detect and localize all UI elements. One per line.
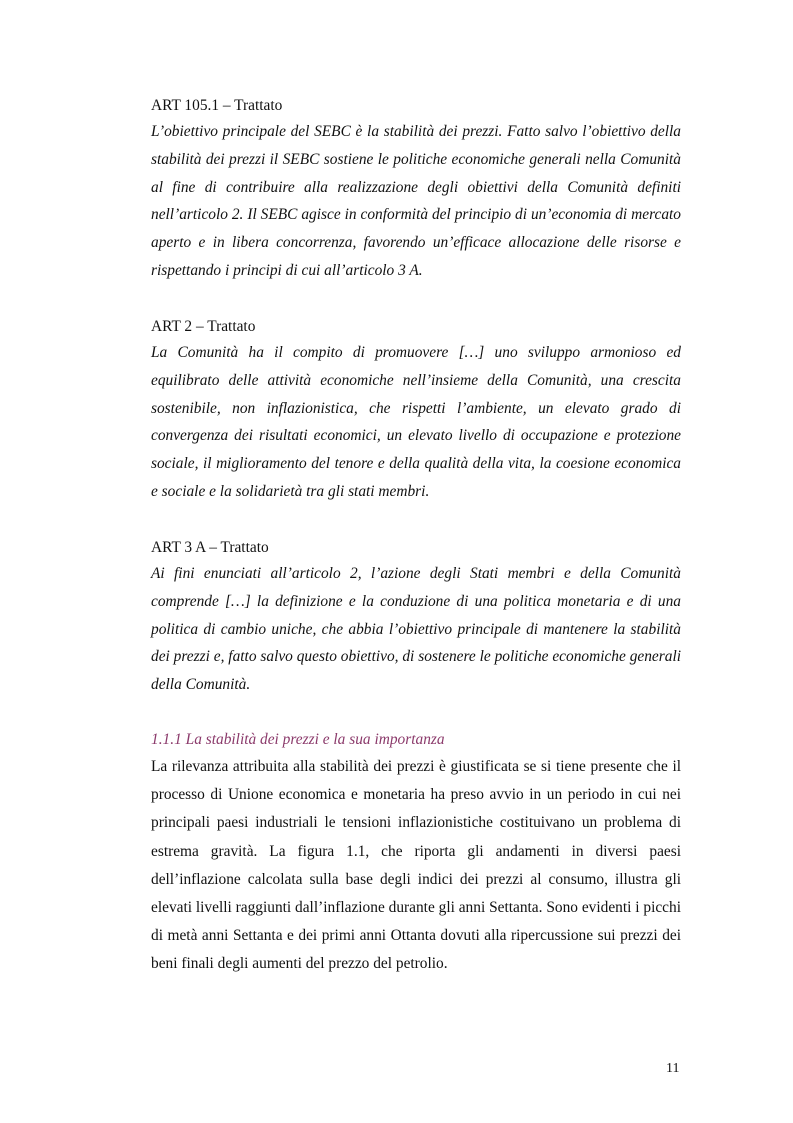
article-heading: ART 2 – Trattato	[151, 318, 256, 335]
article-quote: La Comunità ha il compito di promuovere […] uno sviluppo armonioso ed equilibrato delle attività economiche nell’insieme della Comunità, una crescita sostenibile, non inflazionistica, che rispetti l’ambiente, un elevato grado di convergenza dei risultati economici, un elevato livello di occupazione e protezione sociale, il miglioramento del tenore e della qualità della vita, la coesione economica e sociale e la solidarietà tra gli stati membri.	[151, 344, 681, 500]
article-heading: ART 3 A – Trattato	[151, 539, 269, 556]
article-text	[151, 560, 681, 699]
article-text	[151, 339, 681, 506]
article-quote: Ai fini enunciati all’articolo 2, l’azione degli Stati membri e della Comunità comprende […] la definizione e la conduzione di una politica monetaria e di una politica di cambio uniche, che abbia l’obiettivo principale di mantenere la stabilità dei prezzi e, fatto salvo questo obiettivo, di sostenere le politiche economiche generali della Comunità.	[151, 565, 681, 694]
section-title: 1.1.1 La stabilità dei prezzi e la sua importanza	[151, 731, 445, 748]
article-quote: L’obiettivo principale del SEBC è la stabilità dei prezzi. Fatto salvo l’obiettivo della stabilità dei prezzi il SEBC sostiene le politiche economiche generali nella Comunità al fine di contribuire alla realizzazione degli obiettivi della Comunità definiti nell’articolo 2. Il SEBC agisce in conformità del principio di un’economia di mercato aperto e in libera concorrenza, favorendo un’efficace allocazione delle risorse e rispettando i principi di cui all’articolo 3 A.	[151, 123, 681, 279]
article-text	[151, 118, 681, 285]
article-heading: ART 105.1 – Trattato	[151, 97, 283, 114]
page-number: 11	[666, 1061, 680, 1076]
section-body	[151, 753, 681, 979]
section-paragraph: La rilevanza attribuita alla stabilità dei prezzi è giustificata se si tiene presente che il processo di Unione economica e monetaria ha preso avvio in un periodo in cui nei principali paesi industriali le tensioni inflazionistiche costituivano un problema di estrema gravità. La figura 1.1, che riporta gli andamenti in diversi paesi dell’inflazione calcolata sulla base degli indici dei prezzi al consumo, illustra gli elevati livelli raggiunti dall’inflazione durante gli anni Settanta. Sono evidenti i picchi di metà anni Settanta e dei primi anni Ottanta dovuti alla ripercussione sui prezzi dei beni finali degli aumenti del prezzo del petrolio.	[151, 758, 681, 973]
